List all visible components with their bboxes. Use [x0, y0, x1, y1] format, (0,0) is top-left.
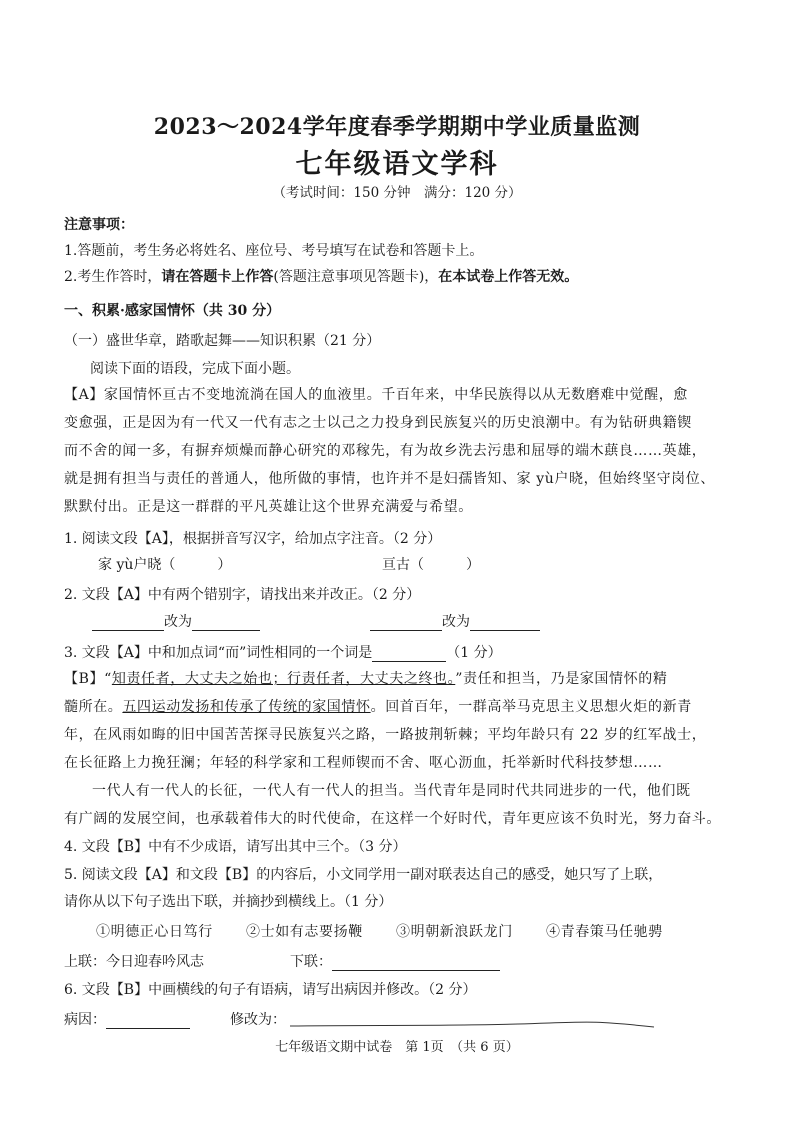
page-footer: 七年级语文期中试卷 第 1页 （共 6 页）	[275, 1040, 519, 1055]
passage-a-line: 就是拥有担当与责任的普通人，他所做的事情，也许并不是妇孺皆知、家 yù户晓，但始终坚守岗位、	[64, 471, 715, 487]
answer-blank[interactable]	[106, 1013, 190, 1029]
question-2-stem: 2. 文段【A】中有两个错别字，请找出来并改正。（2 分）	[64, 587, 421, 603]
question-6-stem: 6. 文段【B】中画横线的句子有语病，请写出病因并修改。（2 分）	[64, 982, 477, 998]
notice-heading: 注意事项：	[64, 217, 134, 233]
subsection-heading: （一）盛世华章，踏歌起舞——知识积累（21 分）	[64, 333, 381, 349]
notice-item-1: 1.答题前，考生务必将姓名、座位号、考号填写在试卷和答题卡上。	[64, 243, 484, 259]
subject-title: 七年级语文学科	[295, 149, 499, 180]
couplet-upper: 上联：今日迎春吟风志	[64, 954, 204, 970]
question-3-stem: 3. 文段【A】中和加点词“而”词性相同的一个词是 （1 分）	[64, 645, 502, 661]
passage-a-line: 默默付出。正是这一群群的平凡英雄让这个世界充满爱与希望。	[64, 499, 473, 515]
passage-b-line: 在长征路上力挽狂澜；年轻的科学家和工程师锲而不舍、呕心沥血，托举新时代科技梦想……	[64, 755, 663, 771]
instruction-text: 阅读下面的语段，完成下面小题。	[90, 361, 300, 377]
question-1-answer-a[interactable]: 家 yù户晓（ ）	[98, 557, 232, 573]
fix-answer-line[interactable]	[288, 1014, 656, 1030]
option-4[interactable]: ④青春策马任驰骋	[546, 924, 663, 940]
question-1-answer-b[interactable]: 亘古（ ）	[382, 557, 480, 573]
option-3[interactable]: ③明朝新浪跃龙门	[396, 924, 513, 940]
passage-b-line: 一代人有一代人的长征，一代人有一代人的担当。当代青年是同时代共同进步的一代，他们既	[92, 783, 691, 799]
passage-b-line: 年，在风雨如晦的旧中国苦苦探寻民族复兴之路，一路披荆斩棘；平均年龄只有 22 岁的红军战士，	[64, 727, 707, 743]
exam-info: （考试时间：150 分钟 满分：120 分）	[272, 185, 522, 201]
notice-item-2: 2.考生作答时，请在答题卡上作答(答题注意事项见答题卡)，在本试卷上作答无效。	[64, 269, 579, 285]
answer-blank[interactable]	[470, 615, 540, 631]
question-1-stem: 1. 阅读文段【A】，根据拼音写汉字，给加点字注音。（2 分）	[64, 531, 442, 547]
answer-blank[interactable]	[370, 615, 442, 631]
exam-title: 2023～2024学年度春季学期期中学业质量监测	[153, 114, 641, 140]
underlined-sentence: 五四运动发扬和传承了传统的家国情怀	[122, 699, 371, 715]
question-5-stem: 5. 阅读文段【A】和文段【B】的内容后，小文同学用一副对联表达自己的感受，她只写了上联，	[64, 867, 663, 883]
answer-blank[interactable]	[332, 955, 500, 971]
answer-blank[interactable]	[192, 615, 260, 631]
passage-a-line: 【A】家国情怀亘古不变地流淌在国人的血液里。千百年来，中华民族得以从无数磨难中觉醒，愈	[64, 387, 688, 403]
section-heading: 一、积累·感家国情怀（共 30 分）	[64, 303, 281, 319]
couplet-lower[interactable]: 下联：	[290, 951, 500, 971]
passage-a-line: 而不舍的闻一多，有摒弃烦燥而静心研究的邓稼先，有为故乡洗去污患和屈辱的端木蕻良……英雄，	[64, 443, 707, 459]
answer-blank[interactable]	[92, 615, 164, 631]
passage-b-line: 有广阔的发展空间，也承载着伟大的时代使命，在这样一个好时代，青年更应该不负时光，努力奋斗。	[64, 811, 721, 827]
question-2-answer-1[interactable]: 改为	[92, 611, 260, 631]
passage-b-line: 【B】“知责任者，大丈夫之始也；行责任者，大丈夫之终也。”责任和担当，乃是家国情怀的精	[64, 671, 668, 687]
option-2[interactable]: ②士如有志要扬鞭	[246, 924, 363, 940]
answer-blank[interactable]	[372, 646, 446, 662]
question-2-answer-2[interactable]: 改为	[370, 611, 540, 631]
passage-a-line: 变愈强，正是因为有一代又一代有志之士以己之力投身到民族复兴的历史浪潮中。有为钻研典籍锲	[64, 415, 692, 431]
question-5-stem: 请你从以下句子选出下联，并摘抄到横线上。（1 分）	[64, 894, 393, 910]
question-6-cause[interactable]: 病因：	[64, 1009, 190, 1029]
question-4-stem: 4. 文段【B】中有不少成语，请写出其中三个。（3 分）	[64, 839, 407, 855]
question-6-fix[interactable]: 修改为：	[230, 1012, 286, 1028]
passage-b-line: 髓所在。五四运动发扬和传承了传统的家国情怀。回首百年，一群高举马克思主义思想火炬的新青	[64, 699, 692, 715]
option-1[interactable]: ①明德正心日笃行	[96, 924, 213, 940]
